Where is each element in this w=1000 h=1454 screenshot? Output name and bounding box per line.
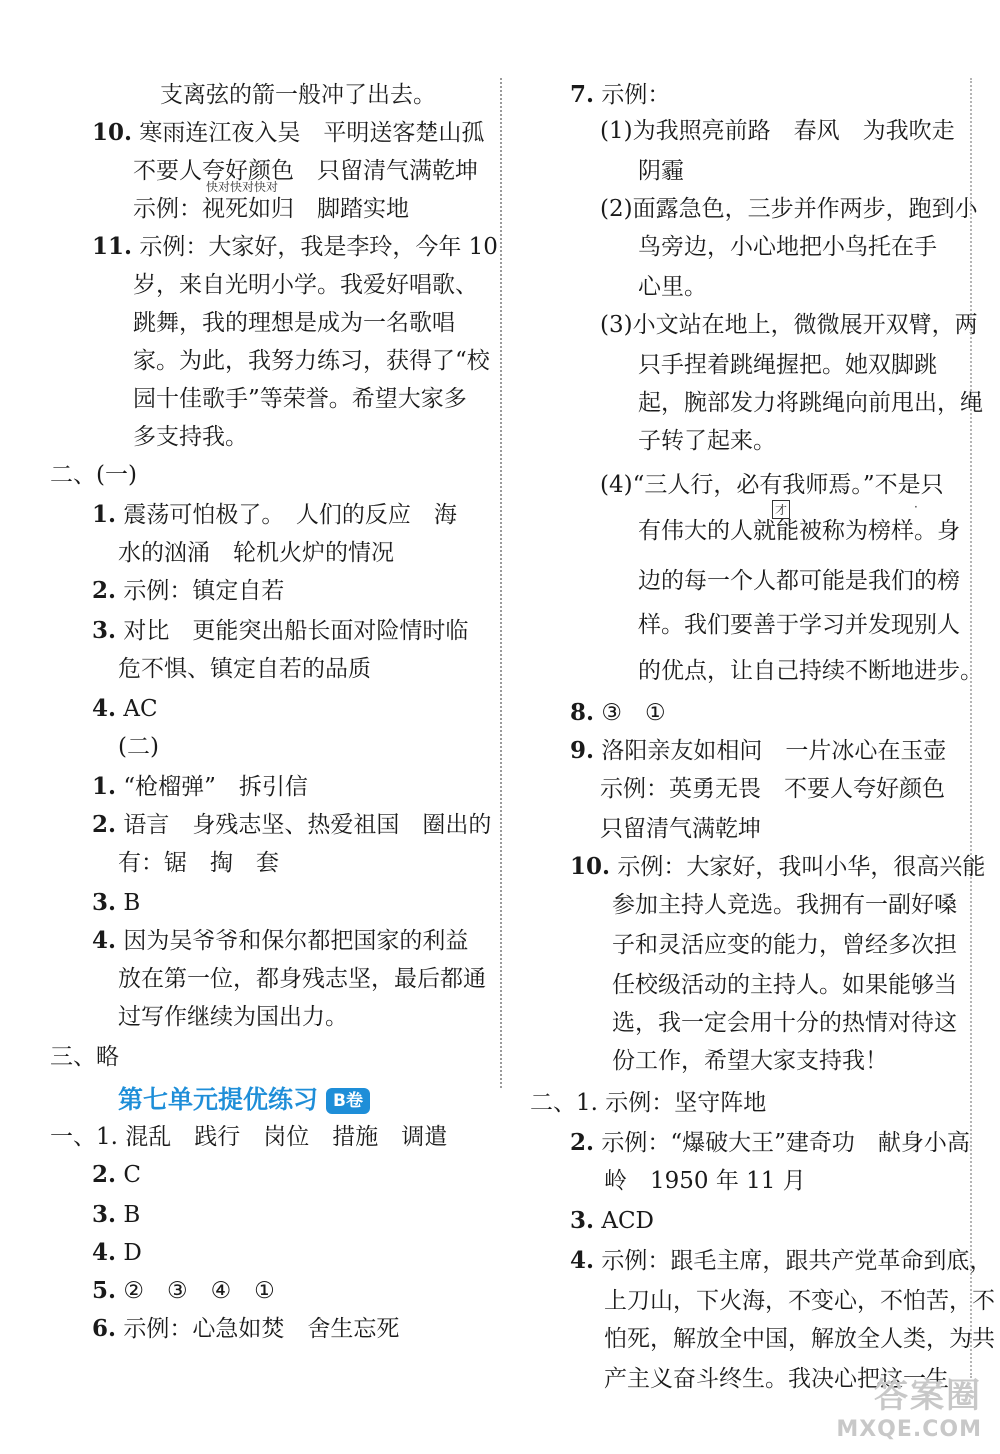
answer-text: 家。为此，我努力练习，获得了“校	[133, 348, 490, 374]
section-header	[118, 1082, 370, 1118]
answer-text: 任校级活动的主持人。如果能够当	[612, 972, 957, 998]
answer-text: B	[123, 890, 141, 916]
answer-line	[133, 346, 490, 376]
question-number: 10.	[92, 119, 133, 146]
answer-text: 因为吴爷爷和保尔都把国家的利益	[123, 928, 469, 954]
answer-line	[92, 576, 284, 606]
answer-text: 不要人夸好颜色 只留清气满乾坤	[133, 158, 478, 184]
question-number: 2.	[570, 1129, 595, 1156]
answer-text: 示例：跟毛主席，跟共产党革命到底，	[601, 1248, 993, 1274]
answer-line	[612, 930, 957, 960]
question-number: 3.	[92, 617, 117, 644]
question-number: 4.	[570, 1247, 595, 1274]
answer-line	[638, 350, 937, 380]
question-number: 6.	[92, 1315, 117, 1342]
answer-text: 语言 身残志坚、热爱祖国 圈出的	[123, 812, 492, 838]
answer-line	[570, 1128, 970, 1158]
answer-line	[600, 194, 978, 224]
answer-text: 样。我们要善于学习并发现别人	[638, 612, 960, 638]
answer-line	[600, 310, 978, 340]
answer-line	[638, 232, 937, 262]
answer-line	[604, 1324, 995, 1354]
answer-line	[133, 422, 248, 452]
answer-text: 起，腕部发力将跳绳向前甩出，绳	[638, 390, 983, 416]
answer-line	[118, 964, 486, 994]
answer-line	[133, 384, 467, 414]
answer-text: C	[123, 1162, 141, 1188]
handwritten-annotation: 快对快对快对	[206, 180, 279, 194]
answer-line	[92, 118, 484, 148]
answer-line	[638, 388, 983, 418]
answer-line	[118, 848, 279, 878]
answer-text: 支离弦的箭一般冲了出去。	[160, 82, 436, 108]
question-number: 4.	[92, 695, 117, 722]
answer-line	[133, 194, 409, 224]
answer-line	[92, 616, 468, 646]
answer-line	[118, 732, 159, 762]
answer-text: 岭 1950 年 11 月	[604, 1168, 806, 1194]
question-number: 3.	[92, 1201, 117, 1228]
answer-text: 的优点，让自己持续不断地进步。	[638, 658, 983, 684]
answer-text: (2)面露急色，三步并作两步，跑到小	[600, 196, 978, 222]
answer-line	[600, 814, 761, 844]
answer-line	[638, 516, 960, 546]
answer-text: 水的汹涌 轮机火炉的情况	[118, 540, 394, 566]
answer-line	[612, 970, 957, 1000]
answer-text: AC	[123, 696, 158, 722]
answer-text: 只留清气满乾坤	[600, 816, 761, 842]
watermark-logo	[836, 1368, 982, 1442]
answer-line	[133, 308, 455, 338]
answer-text: 示例：大家好，我是李玲，今年 10	[139, 234, 498, 260]
answer-line	[92, 926, 468, 956]
answer-line	[133, 156, 478, 186]
answer-text: 示例：英勇无畏 不要人夸好颜色	[600, 776, 945, 802]
answer-line	[570, 1206, 654, 1236]
answer-text: (4)“三人行，必有我师焉。”不是只	[600, 472, 944, 498]
answer-text: 示例：大家好，我叫小华，很高兴能	[617, 854, 986, 880]
answer-line	[160, 80, 436, 110]
section-title: 第七单元提优练习	[118, 1085, 319, 1114]
answer-text: 多支持我。	[133, 424, 248, 450]
question-number: 8.	[570, 699, 595, 726]
answer-text: 上刀山，下火海，不变心，不怕苦，不	[604, 1288, 995, 1314]
answer-text: 示例：	[601, 82, 671, 108]
answer-text: 二、1. 示例：坚守阵地	[530, 1090, 767, 1116]
answer-text: 参加主持人竞选。我拥有一副好嗓	[612, 892, 957, 918]
answer-text: 二、(一)	[50, 462, 137, 488]
answer-text: 份工作，希望大家支持我！	[612, 1048, 888, 1074]
column-divider	[500, 78, 502, 1088]
question-number: 2.	[92, 1161, 117, 1188]
answer-text: 震荡可怕极了。 人们的反应 海	[123, 502, 457, 528]
question-number: 1.	[92, 773, 117, 800]
answer-line	[570, 80, 670, 110]
answer-line	[530, 1088, 766, 1118]
answer-line	[570, 1246, 992, 1276]
answer-text: 怕死，解放全中国，解放全人类，为共	[604, 1326, 995, 1352]
answer-text: 选，我一定会用十分的热情对待这	[612, 1010, 957, 1036]
answer-text: 三、略	[50, 1044, 119, 1070]
answer-line	[118, 1002, 348, 1032]
answer-line	[92, 1314, 399, 1344]
answer-text: D	[123, 1240, 142, 1266]
question-number: 1.	[92, 501, 117, 528]
answer-line	[570, 698, 666, 728]
answer-line	[92, 1238, 142, 1268]
answer-text: 子和灵活应变的能力，曾经多次担	[612, 932, 957, 958]
answer-line	[638, 566, 960, 596]
answer-line	[50, 1122, 447, 1152]
answer-line	[612, 1008, 957, 1038]
answer-line	[118, 538, 394, 568]
answer-text: 示例：镇定自若	[123, 578, 285, 604]
answer-text: 洛阳亲友如相问 一片冰心在玉壶	[601, 738, 947, 764]
question-number: 7.	[570, 81, 595, 108]
answer-text: (1)为我照亮前路 春风 为我吹走	[600, 118, 955, 144]
question-number: 11.	[92, 233, 133, 260]
question-number: 10.	[570, 853, 611, 880]
answer-text: 危不惧、镇定自若的品质	[118, 656, 371, 682]
answer-text: 示例：“爆破大王”建奇功 献身小高	[601, 1130, 970, 1156]
answer-text: 示例：视死如归 脚踏实地	[133, 196, 409, 222]
answer-text: 有：锯 掏 套	[118, 850, 279, 876]
question-number: 2.	[92, 811, 117, 838]
handwritten-correction-1: 才	[772, 500, 790, 519]
question-number: 5.	[92, 1277, 117, 1304]
answer-text: 心里。	[638, 274, 707, 300]
answer-text: 岁，来自光明小学。我爱好唱歌、	[133, 272, 478, 298]
answer-text: 边的每一个人都可能是我们的榜	[638, 568, 960, 594]
question-number: 2.	[92, 577, 117, 604]
answer-line	[50, 1042, 119, 1072]
answer-text: 鸟旁边，小心地把小鸟托在手	[638, 234, 937, 260]
answer-text: 寒雨连江夜入吴 平明送客楚山孤	[139, 120, 485, 146]
right-margin-divider	[970, 78, 972, 1378]
answer-text: 园十佳歌手”等荣誉。希望大家多	[133, 386, 467, 412]
answer-line	[604, 1166, 806, 1196]
answer-line	[118, 654, 371, 684]
answer-line	[600, 774, 945, 804]
question-number: 3.	[570, 1207, 595, 1234]
answer-text: B	[123, 1202, 141, 1228]
question-number: 9.	[570, 737, 595, 764]
answer-text: (二)	[118, 734, 159, 760]
answer-line	[570, 852, 985, 882]
answer-line	[92, 1200, 140, 1230]
question-number: 4.	[92, 927, 117, 954]
answer-line	[92, 772, 308, 802]
answer-line	[133, 270, 478, 300]
answer-line	[570, 736, 946, 766]
handwritten-correction-2: ·	[914, 500, 918, 514]
answer-text: 过写作继续为国出力。	[118, 1004, 348, 1030]
answer-line	[92, 694, 158, 724]
answer-line	[50, 460, 137, 490]
answer-text: (3)小文站在地上，微微展开双臂，两	[600, 312, 978, 338]
answer-text: 示例：心急如焚 舍生忘死	[123, 1316, 400, 1342]
answer-text: 放在第一位，都身残志坚，最后都通	[118, 966, 486, 992]
answer-line	[612, 1046, 888, 1076]
answer-line	[638, 156, 684, 186]
answer-line	[638, 426, 776, 456]
answer-line	[600, 470, 944, 500]
answer-line	[604, 1286, 995, 1316]
answer-text: 对比 更能突出船长面对险情时临	[123, 618, 469, 644]
answer-line	[92, 888, 140, 918]
answer-text: 只手捏着跳绳握把。她双脚跳	[638, 352, 937, 378]
answer-text: “枪榴弹” 拆引信	[123, 774, 308, 800]
answer-text: 产主义奋斗终生。我决心把这一生	[604, 1366, 949, 1392]
answer-text: 阴霾	[638, 158, 684, 184]
answer-line	[92, 232, 498, 262]
question-number: 3.	[92, 889, 117, 916]
section-badge: B卷	[326, 1088, 370, 1114]
answer-text: ② ③ ④ ①	[123, 1278, 275, 1304]
watermark-domain: MXQE.COM	[836, 1417, 982, 1442]
answer-line	[600, 116, 955, 146]
answer-text: ③ ①	[601, 700, 666, 726]
answer-line	[638, 272, 707, 302]
answer-line	[638, 610, 960, 640]
watermark-text: 答案圈	[874, 1376, 982, 1416]
answer-text: ACD	[601, 1208, 654, 1234]
answer-line	[92, 1276, 275, 1306]
answer-line	[92, 500, 457, 530]
question-number: 4.	[92, 1239, 117, 1266]
answer-text: 一、1. 混乱 践行 岗位 措施 调遣	[50, 1124, 448, 1150]
answer-line	[638, 656, 983, 686]
answer-text: 跳舞，我的理想是成为一名歌唱	[133, 310, 455, 336]
answer-text: 有伟大的人就能被称为榜样。身	[638, 518, 960, 544]
answer-line	[612, 890, 957, 920]
answer-line	[92, 1160, 141, 1190]
answer-line	[92, 810, 491, 840]
answer-text: 子转了起来。	[638, 428, 776, 454]
